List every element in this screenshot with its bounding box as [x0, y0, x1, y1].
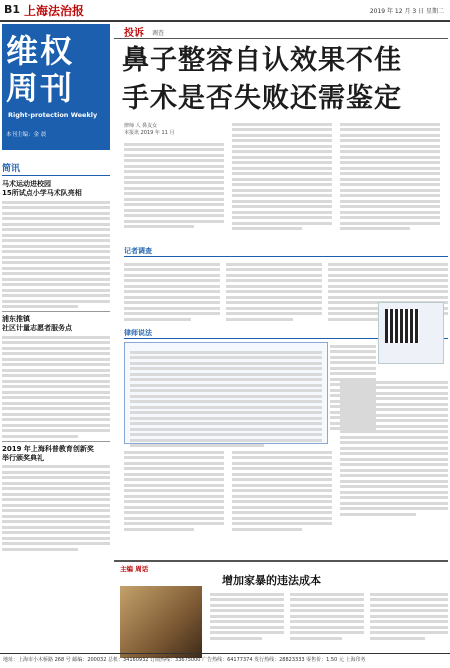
issue-date: 2019 年 12 月 3 日 星期二 [369, 8, 444, 15]
qr-code-panel [378, 302, 444, 364]
weekly-subtitle: Right-protection Weekly [8, 111, 98, 119]
divider [2, 311, 110, 312]
footer: 地址：上海市小木桥路 268 号 邮编：200032 总机：34160932 订阅热线：33675000 广告热线：64177374 发行热线：28823333 零售价：1.50 元 上海印务 [0, 653, 450, 668]
page-label: B1 [4, 3, 21, 16]
left-column [2, 150, 110, 553]
brief-body-2 [2, 336, 110, 438]
paper-name: 上海法治报 [24, 4, 85, 18]
brief-title-1: 马术运动进校园 15所试点小学马术队亮相 [2, 180, 82, 197]
briefs-heading: 简讯 [2, 160, 110, 176]
lawyer-opinion-heading: 律师说法 [124, 329, 152, 337]
headline-1: 鼻子整容自认效果不佳 [122, 45, 402, 76]
byline: 律师 人 鼻友女 本报讯 2019 年 11 月 [124, 123, 175, 136]
brief-title-2: 浦东推镇 社区计量志愿者服务点 [2, 315, 72, 332]
rule [114, 38, 448, 39]
article-body-top [124, 140, 448, 250]
brief-body-1 [2, 201, 110, 309]
brief-title-3: 2019 年上海科普教育创新奖 举行颁奖典礼 [2, 444, 94, 462]
article-body-bottom [124, 448, 448, 558]
headline-2: 手术是否失败还需鉴定 [122, 83, 402, 114]
reporter-investigation-heading: 记者调查 [124, 247, 152, 255]
section-tag: 投诉 [124, 28, 144, 39]
divider [2, 441, 110, 442]
rule [114, 560, 448, 562]
lawyer-quote-box [124, 342, 328, 444]
bottom-headline: 增加家暴的违法成本 [222, 574, 321, 587]
section-tag-suffix: 调查 [152, 30, 165, 37]
bottom-body [210, 590, 448, 650]
weekly-title: 维权 周刊 [6, 32, 75, 107]
column-label: 主编 周话 [120, 565, 149, 573]
rule [124, 256, 448, 257]
author-photo [120, 586, 202, 658]
chief-editor: 本刊主编：金 晨 [6, 132, 47, 138]
qr-code-icon [385, 309, 419, 343]
brief-body-3 [2, 465, 110, 551]
